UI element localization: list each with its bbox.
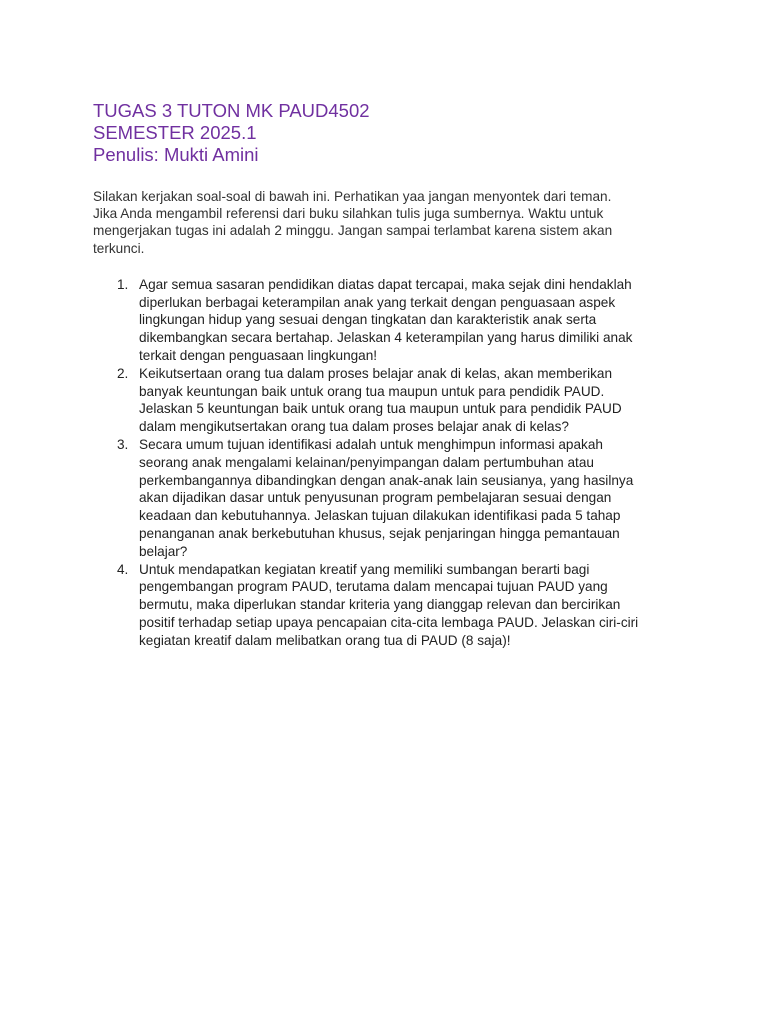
question-text: Keikutsertaan orang tua dalam proses belajar anak di kelas, akan memberikan banyak keuntungan baik untuk orang tua maupun untuk para pendidik PAUD. Jelaskan 5 keuntungan baik untuk orang tua maupun untuk para pendidik PAUD dalam mengikutsertakan orang tua dalam proses belajar anak di kelas? [139,365,622,435]
question-number: 4. [117,561,129,577]
semester-label: SEMESTER 2025.1 [93,122,257,143]
question-number: 1. [117,276,129,292]
question-item [93,365,653,436]
question-item [93,561,653,650]
question-text: Secara umum tujuan identifikasi adalah untuk menghimpun informasi apakah seorang anak mengalami kelainan/penyimpangan dalam pertumbuhan atau perkembangannya dibandingkan dengan anak-anak lain seusianya, yang hasilnya akan dijadikan dasar untuk penyusunan program pembelajaran sesuai dengan keadaan dan kebutuhannya. Jelaskan tujuan dilakukan identifikasi pada 5 tahap penanganan anak berkebutuhan khusus, sejak penjaringan hingga pemantauan belajar? [139,436,634,559]
document-header [93,100,653,166]
assignment-title: TUGAS 3 TUTON MK PAUD4502 [93,100,370,121]
question-text: Agar semua sasaran pendidikan diatas dapat tercapai, maka sejak dini hendaklah diperlukan berbagai keterampilan anak yang terkait dengan penguasaan aspek lingkungan hidup yang sesuai dengan tingkatan dan karakteristik anak serta dikembangkan secara bertahap. Jelaskan 4 keterampilan yang harus dimiliki anak terkait dengan penguasaan lingkungan! [139,276,633,363]
document-page [93,100,653,650]
question-item [93,276,653,365]
question-text: Untuk mendapatkan kegiatan kreatif yang memiliki sumbangan berarti bagi pengembangan program PAUD, terutama dalam mencapai tujuan PAUD yang bermutu, maka diperlukan standar kriteria yang dianggap relevan dan bercirikan positif terhadap setiap upaya pencapaian cita-cita lembaga PAUD. Jelaskan ciri-ciri kegiatan kreatif dalam melibatkan orang tua di PAUD (8 saja)! [139,561,639,648]
question-item [93,436,653,561]
question-number: 3. [117,436,129,452]
question-number: 2. [117,365,129,381]
instructions-paragraph: Silakan kerjakan soal-soal di bawah ini. Perhatikan yaa jangan menyontek dari teman. Jika Anda mengambil referensi dari buku silahkan tulis juga sumbernya. Waktu untuk mengerjakan tugas ini adalah 2 minggu. Jangan sampai terlambat karena sistem akan terkunci. [93,189,613,256]
author-label: Penulis: Mukti Amini [93,144,259,165]
question-list [93,276,653,650]
